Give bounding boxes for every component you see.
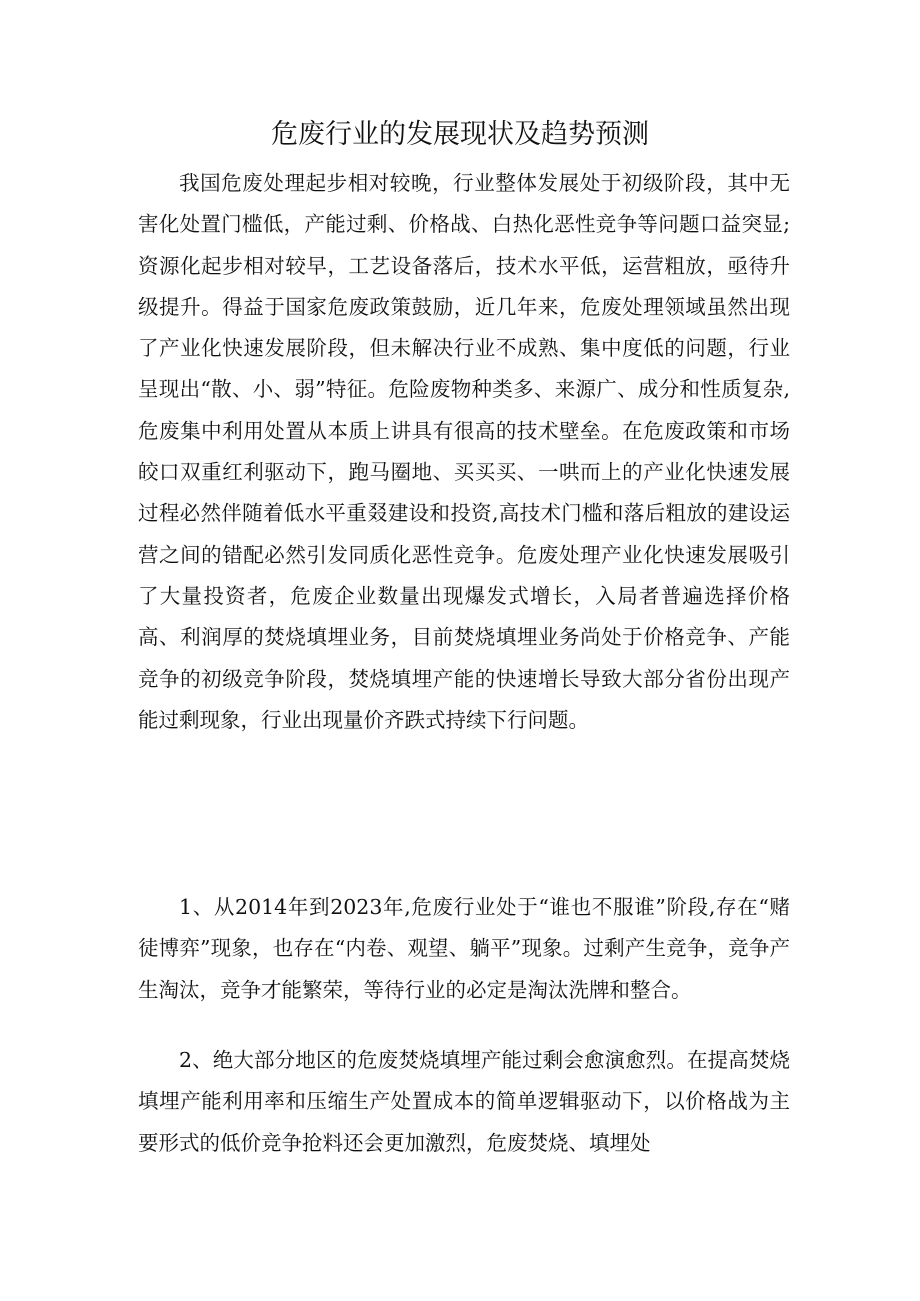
document-title: 危废行业的发展现状及趋势预测 <box>271 119 649 150</box>
item-1-paragraph-block <box>138 887 790 1011</box>
item-2-paragraph: 2、绝大部分地区的危废焚烧填埋产能过剩会愈演愈烈。在提高焚烧填埋产能利用率和压缩生产处置成本的简单逻辑驱动下，以价格战为主要形式的低价竞争抢料还会更加激烈，危废焚烧、填埋处 <box>138 1048 790 1155</box>
item-1-paragraph: 1、从2014年到2023年,危废行业处于“谁也不服谁”阶段,存在“赌徒博弈”现象，也存在“内卷、观望、躺平”现象。过剩产生竞争，竞争产生淘汰，竞争才能繁荣，等待行业的必定是淘汰洗牌和整合。 <box>138 895 790 1002</box>
item-2-paragraph-block <box>138 1040 790 1164</box>
intro-paragraph: 我国危废处理起步相对较晚，行业整体发展处于初级阶段，其中无害化处置门槛低，产能过剩、价格战、白热化恶性竞争等问题口益突显;资源化起步相对较早，工艺设备落后，技术水平低，运营粗放，亟待升级提升。得益于国家危废政策鼓励，近几年来，危废处理领域虽然出现了产业化快速发展阶段，但未解决行业不成熟、集中度低的问题，行业呈现出“散、小、弱”特征。危险废物种类多、来源广、成分和性质复杂,危废集中利用处置从本质上讲具有很高的技术壁垒。在危废政策和市场皎口双重红利驱动下，跑马圈地、买买买、一哄而上的产业化快速发展过程必然伴随着低水平重叕建设和投资,高技术门槛和落后粗放的建设运营之间的错配必然引发同质化恶性竞争。危废处理产业化快速发展吸引了大量投资者，危废企业数量出现爆发式增长，入局者普遍选择价格高、利润厚的焚烧填埋业务，目前焚烧填埋业务尚处于价格竞争、产能竞争的初级竞争阶段，焚烧填埋产能的快速增长导致大部分省份出现产能过剩现象，行业出现量价齐跌式持续下行问题。 <box>138 171 790 732</box>
intro-paragraph-block <box>138 163 790 741</box>
